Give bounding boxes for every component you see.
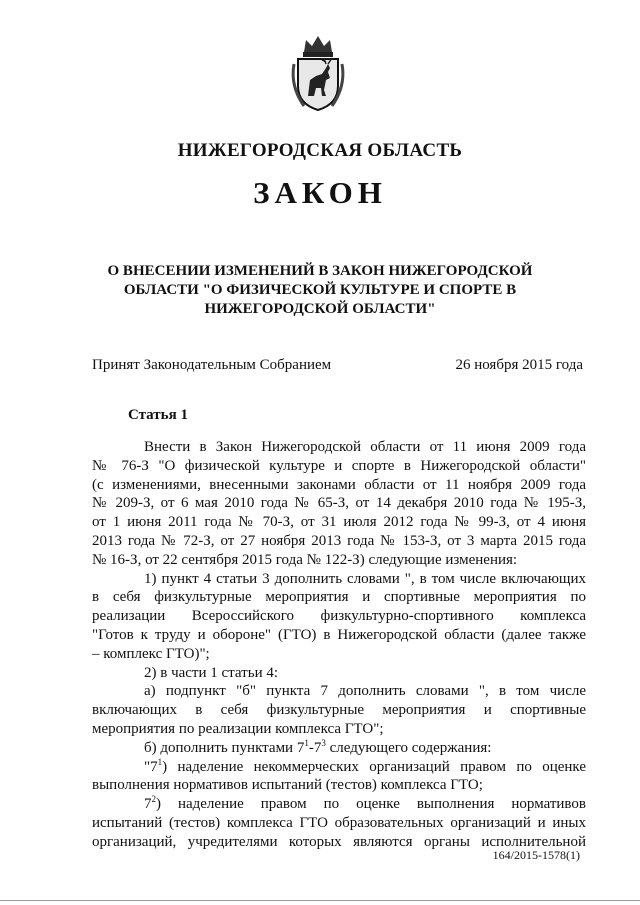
superscript: 2: [151, 794, 156, 805]
superscript: 3: [321, 737, 326, 748]
superscript: 1: [304, 737, 309, 748]
text-fragment: б) дополнить пунктами 7: [144, 739, 305, 756]
text-line: № 76-З "О физической культуре и спорте в Нижегородской области": [92, 457, 586, 474]
text-line: включающих в себя физкультурные мероприятия и спортивные: [92, 702, 586, 719]
text-line: организаций, учредителями которых являются органы исполнительной: [92, 833, 586, 850]
text-fragment: 7: [144, 796, 152, 813]
text-line: "Готов к труду и обороне" (ГТО) в Нижегородской области (далее также: [92, 626, 586, 643]
text-line: выполнения нормативов испытаний (тестов) комплекса ГТО;: [92, 777, 483, 794]
text-line: от 1 июня 2011 года № 70-З, от 31 июля 2012 года № 99-З, от 4 июня: [92, 514, 586, 531]
text-line: Внести в Закон Нижегородской области от 11 июня 2009 года: [144, 439, 586, 455]
region-heading: НИЖЕГОРОДСКАЯ ОБЛАСТЬ: [177, 140, 463, 161]
text-line: а) подпункт "б" пункта 7 дополнить словами ", в том числе: [144, 683, 586, 700]
text-fragment: ) наделение некоммерческих организаций правом по оценке: [162, 758, 586, 775]
text-line: испытаний (тестов) комплекса ГТО образовательных организаций и иных: [92, 814, 586, 831]
text-fragment: следующего содержания:: [325, 739, 492, 756]
coat-of-arms-emblem: [290, 34, 346, 112]
law-title-line: ОБЛАСТИ "О ФИЗИЧЕСКОЙ КУЛЬТУРЕ И СПОРТЕ В: [123, 282, 517, 298]
text-line: № 209-З, от 6 мая 2010 года № 65-З, от 14 декабря 2010 года № 195-З,: [92, 495, 586, 512]
text-line: [92, 795, 586, 814]
law-title-line: О ВНЕСЕНИИ ИЗМЕНЕНИЙ В ЗАКОН НИЖЕГОРОДСКОЙ: [107, 263, 533, 279]
document-code: 164/2015-1578(1): [492, 848, 580, 862]
text-line: реализации Всероссийского физкультурно-спортивного комплекса: [92, 608, 586, 625]
text-fragment: -7: [308, 739, 322, 756]
adoption-date: 26 ноября 2015 года: [455, 357, 583, 373]
text-line: – комплекс ГТО)";: [92, 645, 210, 662]
law-title-line: НИЖЕГОРОДСКОЙ ОБЛАСТИ": [204, 301, 436, 317]
law-title: [100, 262, 540, 319]
text-line: № 16-З, от 22 сентября 2015 года № 122-З) следующие изменения:: [92, 551, 518, 568]
text-line: 2013 года № 72-З, от 27 ноября 2013 года № 153-З, от 3 марта 2015 года: [92, 532, 586, 549]
document-type-heading: ЗАКОН: [253, 175, 387, 210]
text-fragment: "7: [144, 758, 158, 775]
article-body: [92, 438, 586, 852]
page-edge-divider: [0, 900, 640, 901]
text-fragment: ) наделение правом по оценке выполнения нормативов: [156, 796, 586, 813]
text-line: мероприятия по реализации комплекса ГТО";: [92, 720, 384, 737]
text-line: 2) в части 1 статьи 4:: [144, 664, 279, 681]
text-line: [92, 758, 586, 777]
adopted-by: Принят Законодательным Собранием: [92, 357, 332, 373]
superscript: 1: [157, 756, 163, 767]
article-heading: Статья 1: [128, 407, 188, 423]
text-line: (с изменениями, внесенными законами области от 11 ноября 2009 года: [92, 476, 586, 493]
text-line: [92, 739, 586, 758]
text-line: 1) пункт 4 статьи 3 дополнить словами ", в том числе включающих: [144, 570, 586, 587]
text-line: в себя физкультурные мероприятия и спортивные мероприятия по: [92, 589, 586, 606]
